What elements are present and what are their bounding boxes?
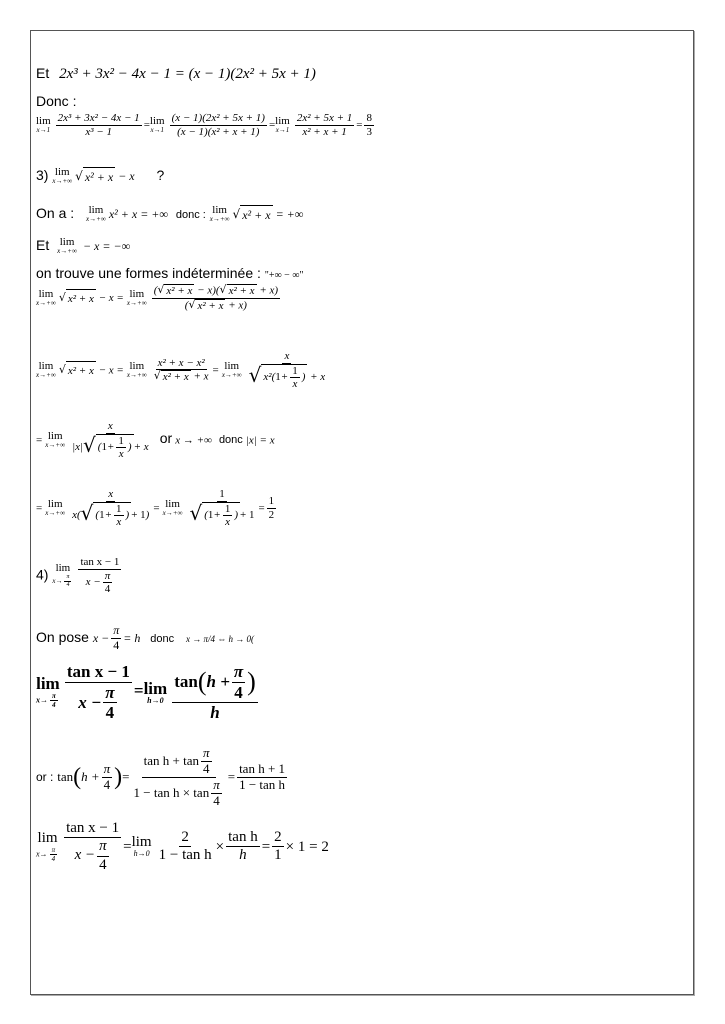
fraction (116, 435, 126, 461)
fraction (64, 574, 71, 589)
lim-subscript: h→0 (147, 695, 164, 705)
fraction-numerator: 2 (272, 829, 284, 847)
radicand: x² + x (197, 299, 224, 312)
fraction-numerator: tan h (226, 829, 260, 847)
limit-operator: lim x→+∞ (86, 204, 106, 224)
question-mark: ? (156, 167, 165, 183)
abs-x: |x| (72, 440, 84, 453)
fraction-numerator: π (97, 838, 109, 856)
fraction-1 (56, 112, 142, 138)
indeterminate-text: on trouve une formes indéterminée : (36, 265, 261, 281)
fraction (187, 488, 256, 529)
lim-subscript: x→1 (275, 126, 290, 135)
one: 1 (99, 509, 105, 522)
fraction-denominator (84, 570, 117, 596)
tan: tan (57, 769, 74, 785)
sqrt: √ x² + x (59, 361, 96, 380)
expr: x² (263, 371, 272, 384)
fraction-numerator: x (108, 488, 114, 500)
expr: x² + x = +∞ (108, 207, 168, 221)
limit-operator: lim x→+∞ (126, 288, 147, 308)
line-tan-addition: or : tan ( h + $\frac{\pi}{4}$ ) = tan h + tan $\frac{\pi}{4}$ 1 − tan h × tan $\frac{\pi}{4}$ = $\frac{\text{tan h + 1}}{\text{1 − tan h}}$ (36, 745, 286, 808)
fraction-denominator (247, 364, 328, 391)
fraction-numerator: π (104, 569, 111, 582)
fraction (157, 829, 214, 865)
fraction-denominator (132, 778, 226, 809)
fraction-denominator: x³ − 1 (85, 125, 112, 138)
expr: − x (194, 284, 213, 297)
lim-subscript: x→1 (36, 126, 51, 135)
radicand: x² + x (66, 361, 96, 380)
lim-subscript: x→+∞ (221, 371, 242, 380)
fraction-numerator: 1 (118, 434, 124, 447)
fraction-denominator: 1 − tan h (158, 847, 212, 864)
expr: + x (133, 440, 149, 453)
lim-subscript: x→+∞ (126, 299, 147, 308)
limit-operator: lim x→ $\frac{\pi}{4}$ (36, 674, 60, 710)
lim-subscript: x→+∞ (52, 177, 73, 186)
lim-subscript: x→+∞ (36, 299, 56, 308)
lim-text: lim (36, 115, 51, 128)
limit-operator: lim x→+∞ (57, 236, 77, 256)
fraction-numerator: 8 (366, 112, 372, 124)
radicand: x² + x (228, 285, 255, 297)
sqrt: √ ( 1 + $\frac{1}{x}$ ) (83, 432, 132, 461)
expr-tail: − x (115, 169, 135, 183)
label-donc: donc (218, 434, 243, 447)
fraction-numerator: x (284, 350, 290, 362)
question-number: 3) (36, 167, 49, 183)
fraction-numerator: π (103, 760, 111, 776)
lim-subscript: x→ (36, 695, 48, 705)
fraction-denominator: 1 (274, 847, 282, 864)
fraction (111, 624, 121, 653)
line-factorization (36, 64, 316, 83)
one: 1 (275, 371, 281, 384)
fraction-result (364, 112, 374, 138)
fraction-numerator: 2 (179, 829, 191, 847)
fraction (78, 556, 121, 596)
limit-operator: lim x→ $\frac{\pi}{4}$ (52, 562, 71, 588)
fraction (64, 820, 121, 874)
lim-subscript: x→+∞ (162, 509, 183, 518)
fraction-denominator: 1 − tan h (239, 776, 286, 792)
line-donc (36, 92, 76, 110)
expr: × 1 = 2 (285, 838, 329, 855)
fraction (70, 420, 151, 461)
fraction (290, 365, 300, 391)
expr: 1 − tan h × tan (133, 784, 210, 800)
expr: = h (123, 631, 141, 646)
fraction-denominator: 4 (99, 856, 107, 873)
expr: = +∞ (272, 207, 304, 221)
label-donc: donc : (175, 209, 206, 221)
lim-subscript: x→1 (150, 126, 165, 135)
one: 1 (101, 441, 107, 454)
sqrt: √ x² + x (75, 168, 114, 184)
fraction-denominator: 4 (52, 701, 56, 710)
lim-subscript: x→ (52, 577, 63, 586)
fraction-denominator: x ( √ ( 1 + $\frac{1}{x}$ ) + 1 ) (72, 500, 150, 529)
limit-operator: lim x→+∞ (36, 288, 56, 308)
expr: + x (225, 299, 244, 311)
fraction (97, 838, 109, 874)
tan: tan (174, 672, 198, 692)
fraction (70, 488, 151, 529)
radicand: x² + x (240, 205, 272, 224)
expr: h + (206, 672, 230, 692)
lim-subscript: x→+∞ (86, 215, 106, 224)
label-or: or : (36, 770, 54, 785)
expr: + 1 (131, 508, 146, 521)
fraction-denominator (70, 434, 151, 461)
line-final-result: lim x→ $\frac{\pi}{4}$ tan x − 1 x − $\frac{\pi}{4}$ = lim h→0 $\frac{2}{\text{1 − tan h}}$ × $\frac{\text{tan h}}{h}$ = $\frac{2}{1}$ × 1 = 2 (36, 820, 329, 873)
lim-subscript: x→+∞ (209, 215, 230, 224)
fraction-numerator: ( √ x² + x − x)( √ x² + x + x) (153, 283, 279, 297)
limit-operator: lim x→+∞ (36, 360, 56, 380)
fraction-2 (170, 112, 267, 138)
factorization-expr: 2x³ + 3x² − 4x − 1 = (x − 1)(2x² + 5x + 1) (59, 66, 316, 82)
fraction (103, 683, 116, 723)
fraction-denominator: 4 (66, 581, 70, 588)
fraction-denominator: h (239, 847, 247, 864)
fraction-denominator: x (118, 448, 124, 461)
line-on-pose (36, 624, 254, 653)
fraction-3 (295, 112, 354, 138)
limit-operator: lim h→0 (131, 834, 152, 859)
line-question-4 (36, 556, 123, 596)
x: x (72, 508, 77, 521)
expr: − x = −∞ (79, 239, 131, 253)
line-substitution: lim x→ $\frac{\pi}{4}$ tan x − 1 x − $\frac{\pi}{4}$ = lim h→0 tan ( h + $\frac{\pi}{4}$ ) h (36, 662, 256, 723)
fraction-numerator: (x − 1)(2x² + 5x + 1) (171, 112, 265, 124)
fraction (272, 829, 284, 865)
lim-subscript: x→+∞ (36, 371, 56, 380)
fraction (232, 662, 245, 702)
fraction-denominator: x (116, 516, 122, 529)
fraction-denominator: (x − 1)(x² + x + 1) (177, 125, 260, 138)
fraction (247, 350, 328, 391)
lim-subscript: h→0 (133, 849, 150, 859)
fraction-numerator: 2x² + 5x + 1 (296, 112, 353, 124)
sqrt: √ ( 1 + $\frac{1}{x}$ ) (80, 500, 130, 529)
fraction-denominator (73, 838, 113, 874)
fraction-result (267, 495, 277, 521)
label-donc: Donc : (36, 93, 77, 109)
radicand: x² + x (66, 289, 96, 308)
sqrt: √ x² + x (157, 283, 193, 297)
fraction (237, 762, 287, 793)
fraction-denominator: √ ( 1 + 1 x ) + 1 (189, 500, 255, 529)
line-indeterminate (36, 264, 304, 285)
limit-operator (275, 116, 290, 134)
fraction-numerator (142, 746, 216, 778)
lim-subscript: x→+∞ (57, 247, 77, 256)
fraction-numerator: π (203, 745, 210, 760)
fraction (114, 503, 124, 529)
lim-subscript: x→+∞ (45, 509, 66, 518)
fraction-numerator: 1 (219, 488, 225, 500)
fraction-denominator: 4 (104, 583, 111, 596)
fraction-numerator: 1 (116, 502, 122, 515)
label-on-a: On a : (36, 205, 75, 221)
condition: x → +∞ (175, 434, 212, 447)
fraction-numerator: π (233, 662, 244, 681)
fraction-denominator (76, 683, 120, 723)
limit-operator: lim x→+∞ (126, 360, 147, 380)
fraction-denominator: ( √ x² + x + x) (184, 297, 247, 312)
fraction: 1 x (224, 502, 231, 529)
line-conjugate (36, 284, 282, 312)
fraction-numerator: tan ( h + $\frac{\pi}{4}$ ) (174, 662, 256, 702)
expr: h + (81, 769, 100, 785)
fraction-denominator: x² + x + 1 (302, 125, 347, 138)
fraction-numerator: π (52, 692, 56, 701)
fraction (152, 357, 211, 384)
expr: x − (92, 631, 110, 646)
line-on-a (36, 204, 303, 224)
line-final-half: = lim x→+∞ x x ( √ ( 1 + $\frac{1}{x}$ ) + 1 ) = lim x→+∞ 1 √ ( 1 + 1 x ) + 1 = $\frac{1}{2}$ (36, 488, 275, 529)
radicand: x² + x (166, 285, 193, 297)
expr: tan h + tan (143, 752, 200, 768)
fraction (103, 570, 113, 596)
fraction-numerator: π (105, 682, 115, 702)
fraction-numerator: 2x³ + 3x² − 4x − 1 (57, 112, 140, 124)
fraction (211, 778, 222, 809)
fraction-numerator: tan x − 1 (80, 556, 120, 568)
fraction (172, 662, 258, 723)
label-et: Et (36, 65, 50, 81)
limit-operator: lim x→+∞ (45, 430, 66, 450)
times: × (215, 838, 225, 855)
fraction-denominator (152, 370, 211, 384)
fraction-denominator: 4 (113, 637, 120, 652)
sqrt: √ x² + x (153, 369, 189, 384)
limit-operator (36, 116, 51, 134)
expr: − x = (95, 292, 124, 305)
fraction-denominator: 2 (268, 508, 275, 521)
line-limit-x1: lim x→1 $\frac{\text{2x³ + 3x² − 4x − 1}}{\text{x³ − 1}}$ = lim x→1 $\frac{\text{(x − 1)(2x² + 5x + 1)}}{\text{(x − 1)(x² + x + 1)}}$ = lim x→1 $\frac{\text{2x² + 5x + 1}}{\text{x² + x + 1}}$ = $\frac{8}{3}$ (36, 112, 372, 138)
fraction-numerator: π (113, 623, 120, 637)
fraction-conjugate (152, 284, 280, 312)
fraction (50, 692, 58, 709)
indeterminate-form: "+∞ − ∞" (264, 270, 304, 281)
fraction-denominator: 4 (105, 703, 115, 723)
limit-operator: lim x→+∞ (209, 204, 230, 224)
fraction-denominator: 4 (203, 760, 210, 776)
fraction-numerator: x² + x − x² (157, 356, 205, 369)
abs-expr: |x| = x (245, 434, 275, 447)
fraction-denominator: 3 (366, 125, 372, 138)
fraction (226, 829, 260, 865)
sqrt: √ x² ( 1 + $\frac{1}{x}$ ) (248, 362, 306, 391)
expr: − x = (95, 364, 124, 377)
radicand: x² + x (162, 371, 189, 384)
expr: + x (256, 284, 275, 297)
line-simplify: lim x→+∞ √ x² + x − x = lim x→+∞ x² + x − x² √ x² + x + x = lim x→+∞ x √ x² ( 1 + $\frac{1}{x}$ ) + x (36, 350, 326, 391)
fraction-numerator: tan x − 1 (66, 662, 130, 681)
fraction-denominator: 4 (234, 682, 243, 702)
fraction (65, 662, 132, 723)
fraction-numerator: x (107, 420, 113, 432)
fraction-numerator: tan x − 1 (64, 820, 121, 838)
label-or: or (159, 430, 173, 447)
lim-subscript: x→+∞ (126, 371, 147, 380)
sqrt: √ ( 1 + 1 x ) (189, 500, 238, 529)
fraction-numerator: π (66, 574, 70, 581)
limit-operator: lim x→+∞ (162, 498, 183, 518)
lim-text: lim (275, 115, 290, 128)
line-et-minus-x (36, 236, 130, 255)
fraction (132, 746, 226, 809)
sqrt: √ x² + x (219, 283, 255, 297)
limit-operator: lim x→ $\frac{\pi}{4}$ (36, 829, 58, 863)
radicand: x² + x (83, 167, 115, 186)
expr: + x (190, 370, 209, 383)
sqrt: √ x² + x (188, 297, 224, 312)
fraction-numerator: 1 (292, 364, 298, 377)
expr: x − (85, 576, 101, 589)
fraction-denominator: 4 (213, 792, 220, 808)
fraction-numerator: 1 (268, 495, 275, 508)
fraction (50, 846, 58, 863)
label-on-pose: On pose (36, 629, 89, 645)
fraction-denominator: x (292, 378, 298, 391)
sqrt: √ x² + x (232, 206, 271, 222)
limit-operator (150, 116, 165, 134)
expr: x − (78, 692, 102, 712)
fraction-numerator: π (51, 845, 56, 854)
limit-operator: lim x→+∞ (45, 498, 66, 518)
label-donc: donc (150, 633, 175, 645)
label-et: Et (36, 237, 50, 253)
fraction (102, 762, 113, 793)
sqrt: √ x² + x (59, 289, 96, 308)
fraction-denominator: 4 (103, 776, 111, 792)
fraction (201, 746, 212, 777)
lim-subscript: x→ (36, 849, 48, 859)
fraction-numerator: tan h + 1 (239, 760, 286, 776)
fraction-denominator: h (210, 703, 220, 723)
line-abs-x: = lim x→+∞ x |x| √ ( 1 + $\frac{1}{x}$ ) + x or x → +∞ donc |x| = x (36, 420, 275, 461)
fraction-numerator: π (213, 776, 220, 792)
lim-text: lim (149, 115, 165, 128)
limit-operator: lim x→+∞ (52, 166, 73, 186)
line-question-3 (36, 166, 164, 186)
lim-subscript: x→+∞ (45, 441, 66, 450)
expr: x − (74, 847, 96, 864)
limit-operator: lim h→0 (143, 678, 168, 705)
limit-operator: lim x→+∞ (221, 360, 242, 380)
condition: x → π/4 ⇔ h → 0( (186, 634, 255, 644)
question-number: 4) (36, 566, 49, 583)
expr: + x (307, 370, 326, 383)
fraction-denominator: 4 (51, 854, 56, 863)
